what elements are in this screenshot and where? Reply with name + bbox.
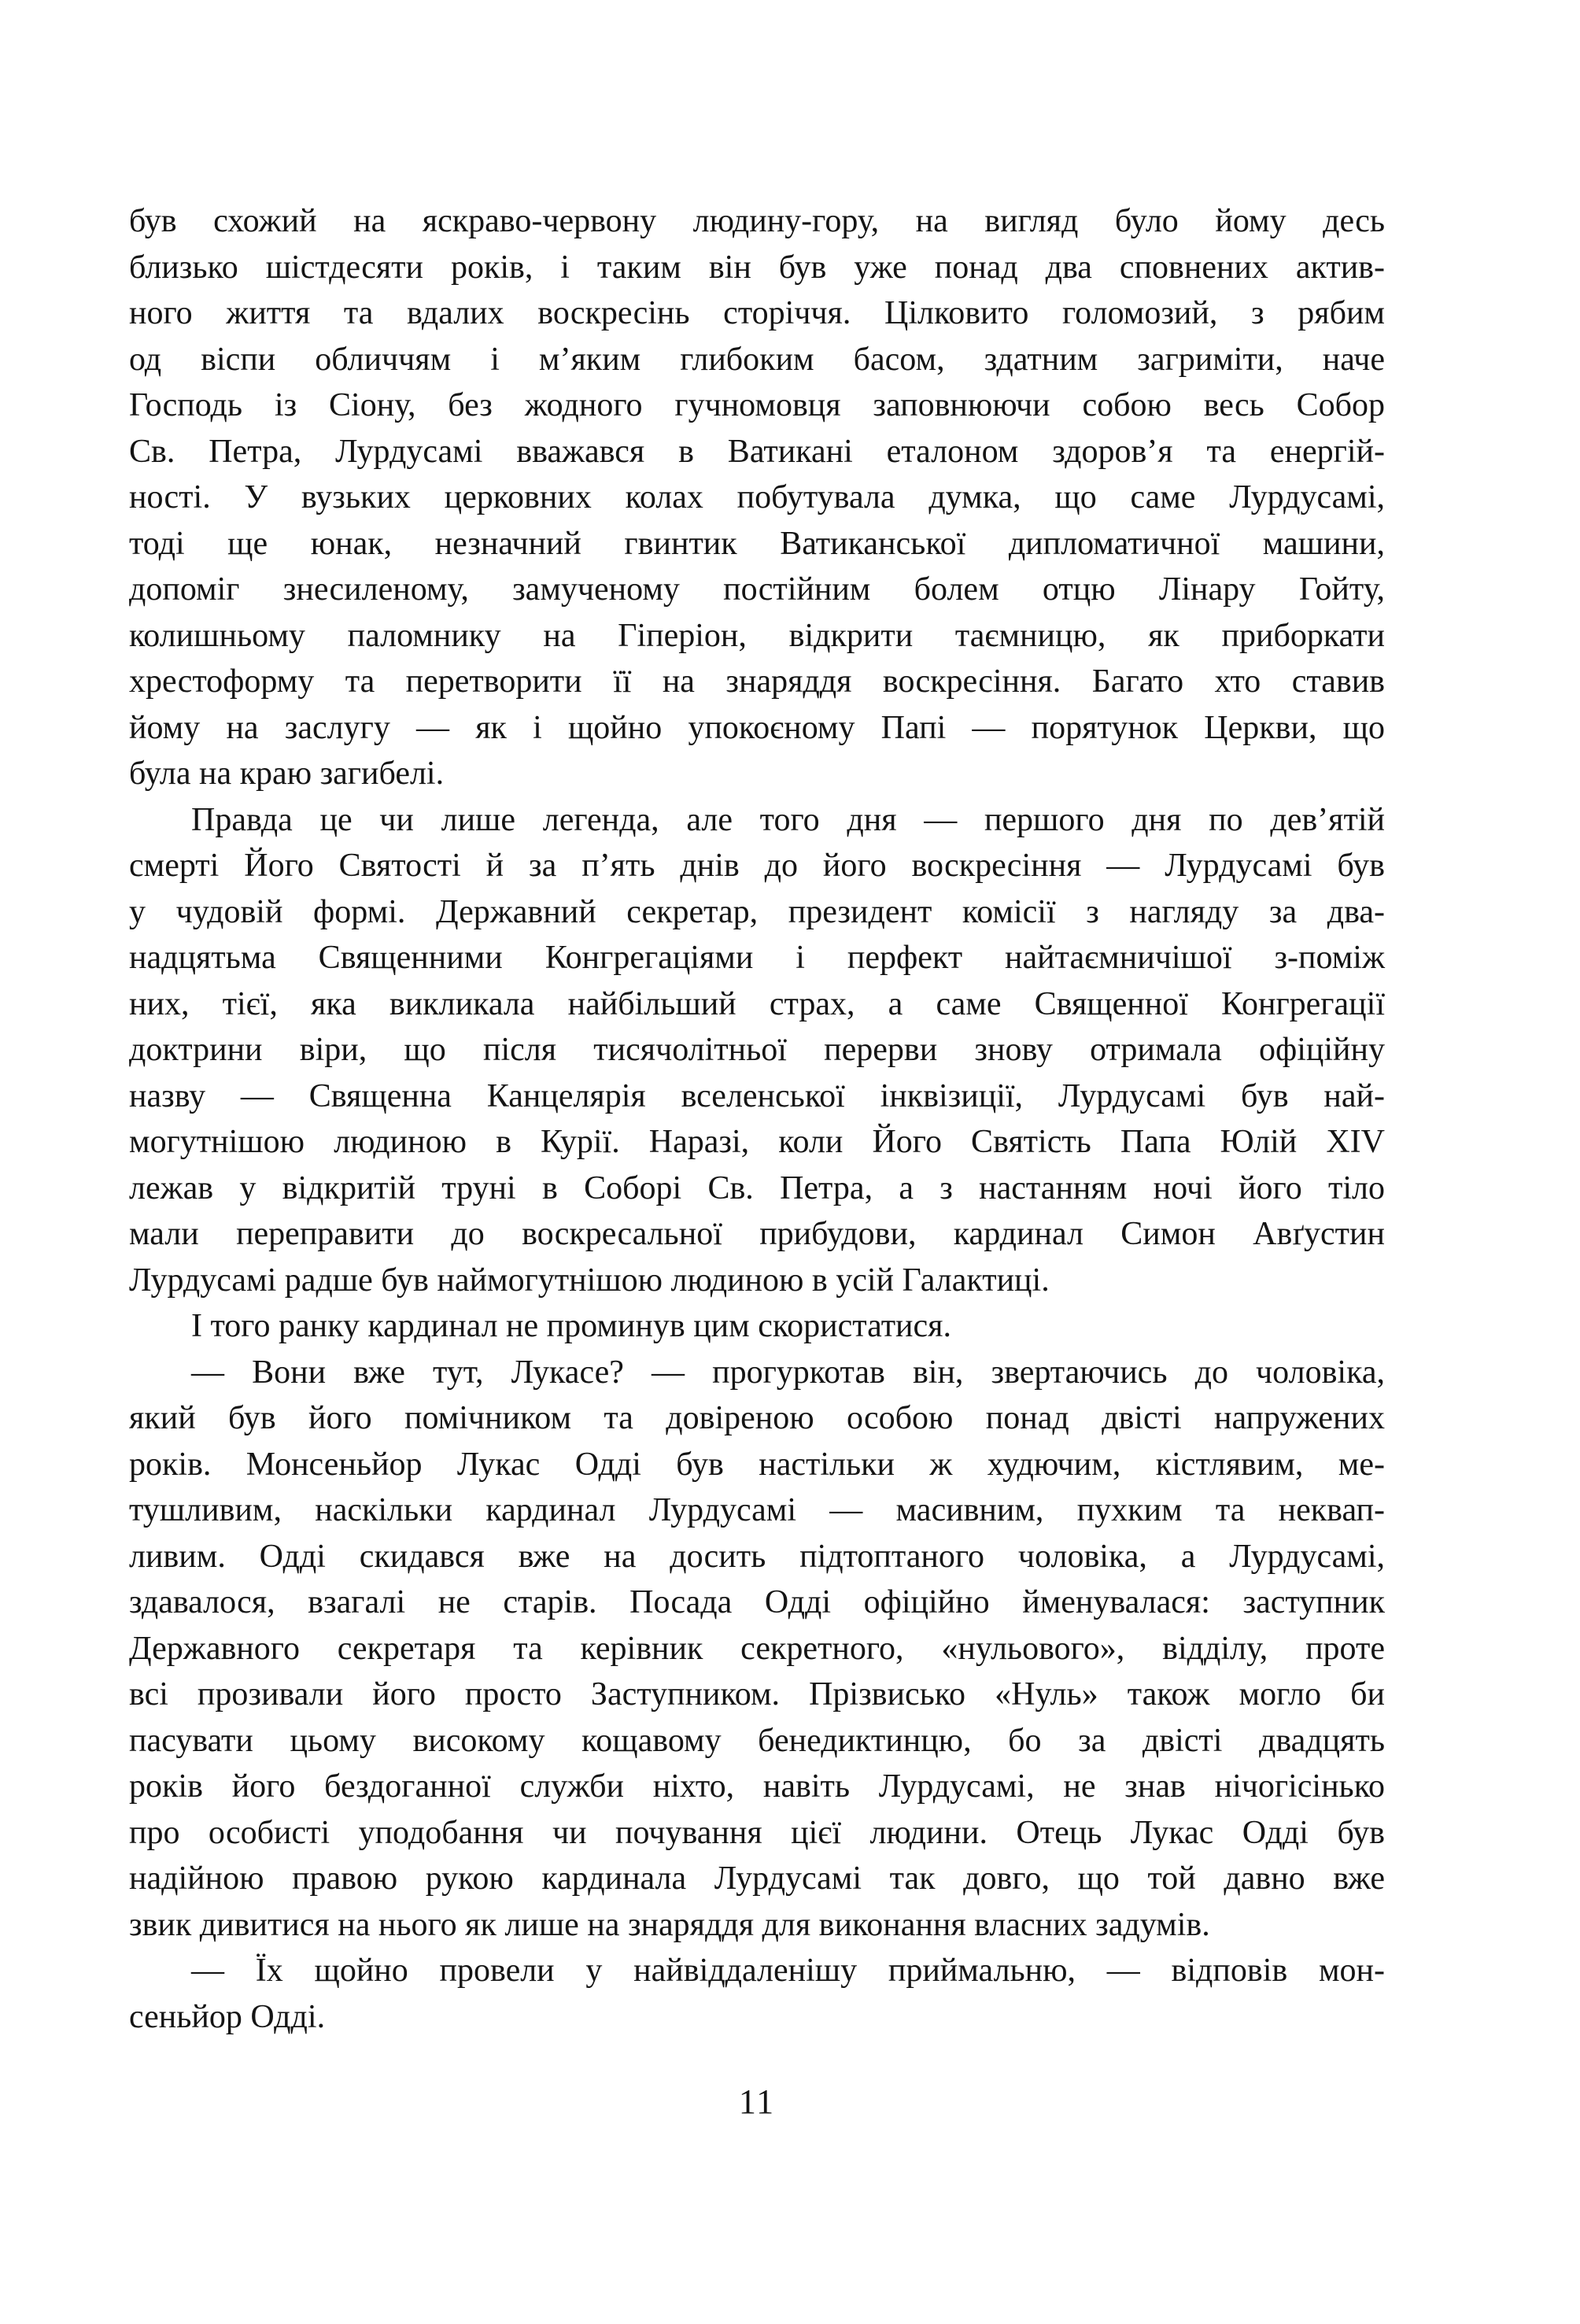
text-line: ного життя та вдалих воскресінь сторіччя. Цілковито голомозий, з рябим bbox=[129, 295, 1385, 331]
text-line: Державного секретаря та керівник секретного, «нульового», відділу, проте bbox=[129, 1630, 1385, 1667]
text-line: — Вони вже тут, Лукасе? — прогуркотав він, звертаючись до чоловіка, bbox=[191, 1354, 1385, 1391]
text-line: ності. У вузьких церковних колах побутувала думка, що саме Лурдусамі, bbox=[129, 479, 1385, 515]
text-line: доктрини віри, що після тисячолітньої перерви знову отримала офіційну bbox=[129, 1032, 1385, 1068]
text-line: — Їх щойно провели у найвіддаленішу приймальню, — відповів мон- bbox=[191, 1953, 1385, 1989]
text-line: них, тієї, яка викликала найбільший страх, а саме Священної Конгрегації bbox=[129, 985, 1385, 1022]
text-line: Правда це чи лише легенда, але того дня — першого дня по дев’ятій bbox=[191, 801, 1385, 838]
page-number: 11 bbox=[738, 2082, 776, 2121]
text-line: надійною правою рукою кардинала Лурдусамі так довго, що той давно вже bbox=[129, 1860, 1385, 1897]
text-line: мали переправити до воскресальної прибудови, кардинал Симон Авґустин bbox=[129, 1216, 1385, 1252]
text-line: тоді ще юнак, незначний гвинтик Ватиканської дипломатичної машини, bbox=[129, 525, 1385, 562]
text-line: допоміг знесиленому, замученому постійним болем отцю Лінару Гойту, bbox=[129, 571, 1385, 608]
text-line: Лурдусамі радше був наймогутнішою людиною в усій Галактиці. bbox=[129, 1262, 1050, 1299]
text-line: могутнішою людиною в Курії. Наразі, коли Його Святість Папа Юлій XIV bbox=[129, 1124, 1385, 1160]
text-line: був схожий на яскраво-червону людину-гору, на вигляд було йому десь bbox=[129, 203, 1385, 239]
text-line: близько шістдесяти років, і таким він був уже понад два сповнених актив- bbox=[129, 249, 1385, 286]
text-line: у чудовій формі. Державний секретар, президент комісії з нагляду за два- bbox=[129, 893, 1385, 930]
text-line: сеньйор Одді. bbox=[129, 1998, 326, 2035]
text-line: Господь із Сіону, без жодного гучномовця заповнюючи собою весь Собор bbox=[129, 387, 1385, 423]
text-line: пасувати цьому високому кощавому бенедиктинцю, бо за двісті двадцять bbox=[129, 1722, 1385, 1759]
text-line: І того ранку кардинал не проминув цим скористатися. bbox=[191, 1308, 951, 1344]
text-line: колишньому паломнику на Гіперіон, відкрити таємницю, як приборкати bbox=[129, 617, 1385, 654]
text-block bbox=[129, 198, 1385, 2040]
text-line: надцятьма Священними Конгрегаціями і перфект найтаємничішої з-поміж bbox=[129, 940, 1385, 976]
text-line: тушливим, наскільки кардинал Лурдусамі — масивним, пухким та неквап- bbox=[129, 1492, 1385, 1528]
text-line: років. Монсеньйор Лукас Одді був настільки ж худючим, кістлявим, ме- bbox=[129, 1446, 1385, 1483]
text-line: років його бездоганної служби ніхто, навіть Лурдусамі, не знав нічогісінько bbox=[129, 1768, 1385, 1805]
text-line: ливим. Одді скидався вже на досить підтоптаного чоловіка, а Лурдусамі, bbox=[129, 1538, 1385, 1575]
text-line: смерті Його Святості й за п’ять днів до його воскресіння — Лурдусамі був bbox=[129, 848, 1385, 884]
text-line: йому на заслугу — як і щойно упокоєному Папі — порятунок Церкви, що bbox=[129, 709, 1385, 746]
text-line: який був його помічником та довіреною особою понад двісті напружених bbox=[129, 1400, 1385, 1436]
text-line: здавалося, взагалі не старів. Посада Одді офіційно йменувалася: заступник bbox=[129, 1584, 1385, 1620]
text-line: хрестоформу та перетворити її на знаряддя воскресіння. Багато хто ставив bbox=[129, 663, 1385, 700]
text-line: про особисті уподобання чи почування цієї людини. Отець Лукас Одді був bbox=[129, 1814, 1385, 1851]
text-line: була на краю загибелі. bbox=[129, 756, 445, 792]
text-line: всі прозивали його просто Заступником. Прізвисько «Нуль» також могло би bbox=[129, 1676, 1385, 1713]
text-line: назву — Священна Канцелярія вселенської інквізиції, Лурдусамі був най- bbox=[129, 1077, 1385, 1114]
text-line: звик дивитися на нього як лише на знаряддя для виконання власних задумів. bbox=[129, 1906, 1210, 1943]
text-line: од віспи обличчям і м’яким глибоким басом, здатним загриміти, наче bbox=[129, 341, 1385, 378]
text-line: лежав у відкритій труні в Соборі Св. Петра, а з настанням ночі його тіло bbox=[129, 1169, 1385, 1206]
text-line: Св. Петра, Лурдусамі вважався в Ватикані еталоном здоров’я та енергій- bbox=[129, 433, 1385, 470]
